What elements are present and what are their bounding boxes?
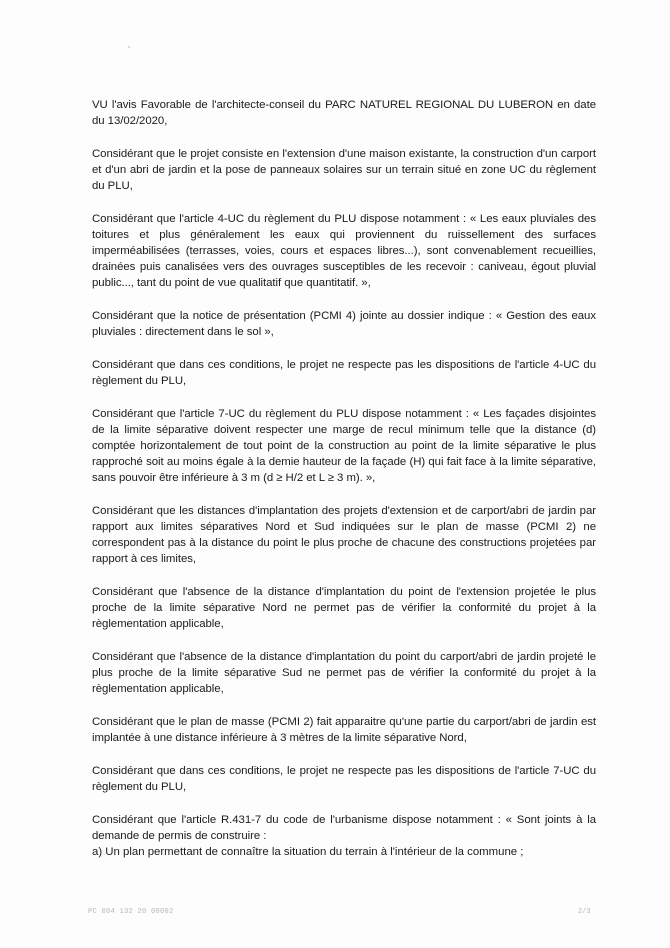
paragraph-projet: Considérant que le projet consiste en l'extension d'une maison existante, la construction d'un carport et d'un abri de jardin et la pose de panneaux solaires sur un terrain situé en zone UC du règlement du PLU, <box>92 148 596 192</box>
paragraph-non-respect-4uc: Considérant que dans ces conditions, le projet ne respecte pas les dispositions de l'article 4-UC du règlement du PLU, <box>92 359 596 387</box>
paragraph-absence-sud: Considérant que l'absence de la distance d'implantation du point du carport/abri de jardin projeté le plus proche de la limite séparative Sud ne permet pas de vérifier la conformité du projet à la règlementation applicable, <box>92 651 596 695</box>
paragraph-notice: Considérant que la notice de présentation (PCMI 4) jointe au dossier indique : « Gestion des eaux pluviales : directement dans le sol », <box>92 310 596 338</box>
paragraph-article-4uc: Considérant que l'article 4-UC du règlement du PLU dispose notamment : « Les eaux pluviales des toitures et plus généralement les eaux qui proviennent du ruissellement des surfaces imperméabilisées (terrasses, voies, cours et espaces libres...), sont convenablement recueillies, drainées puis canalisées vers des ouvrages susceptibles de les recevoir : caniveau, égout pluvial public..., tant du point de vue qualitatif que quantitatif. », <box>92 213 596 289</box>
footer-reference: PC 004 132 20 00002 <box>88 908 174 916</box>
paragraph-vu-avis: VU l'avis Favorable de l'architecte-conseil du PARC NATUREL REGIONAL DU LUBERON en date du 13/02/2020, <box>92 99 596 127</box>
footer-page-number: 2/3 <box>578 908 591 916</box>
paragraph-article-r431-7: Considérant que l'article R.431-7 du code de l'urbanisme dispose notamment : « Sont joints à la demande de permis de construire : <box>92 814 596 842</box>
scan-speck <box>128 46 130 48</box>
paragraph-plan-masse: Considérant que le plan de masse (PCMI 2) fait apparaitre qu'une partie du carport/abri de jardin est implantée à une distance inférieure à 3 mètres de la limite séparative Nord, <box>92 716 596 744</box>
document-body <box>92 97 596 860</box>
paragraph-absence-nord: Considérant que l'absence de la distance d'implantation du point de l'extension projetée le plus proche de la limite séparative Nord ne permet pas de vérifier la conformité du projet à la règlementation applicable, <box>92 586 596 630</box>
paragraph-article-7uc: Considérant que l'article 7-UC du règlement du PLU dispose notamment : « Les façades disjointes de la limite séparative doivent respecter une marge de recul minimum telle que la distance (d) comptée horizontalement de tout point de la construction au point de la limite séparative le plus rapproché soit au moins égale à la demie hauteur de la façade (H) qui fait face à la limite séparative, sans pouvoir être inférieure à 3 m (d ≥ H/2 et L ≥ 3 m). », <box>92 408 596 484</box>
list-item-a: a) Un plan permettant de connaître la situation du terrain à l'intérieur de la commune ; <box>92 846 524 858</box>
paragraph-distances: Considérant que les distances d'implantation des projets d'extension et de carport/abri de jardin par rapport aux limites séparatives Nord et Sud indiquées sur le plan de masse (PCMI 2) ne correspondent pas à la distance du point le plus proche de chacune des constructions projetées par rapport à ces limites, <box>92 505 596 565</box>
paragraph-non-respect-7uc: Considérant que dans ces conditions, le projet ne respecte pas les dispositions de l'article 7-UC du règlement du PLU, <box>92 765 596 793</box>
